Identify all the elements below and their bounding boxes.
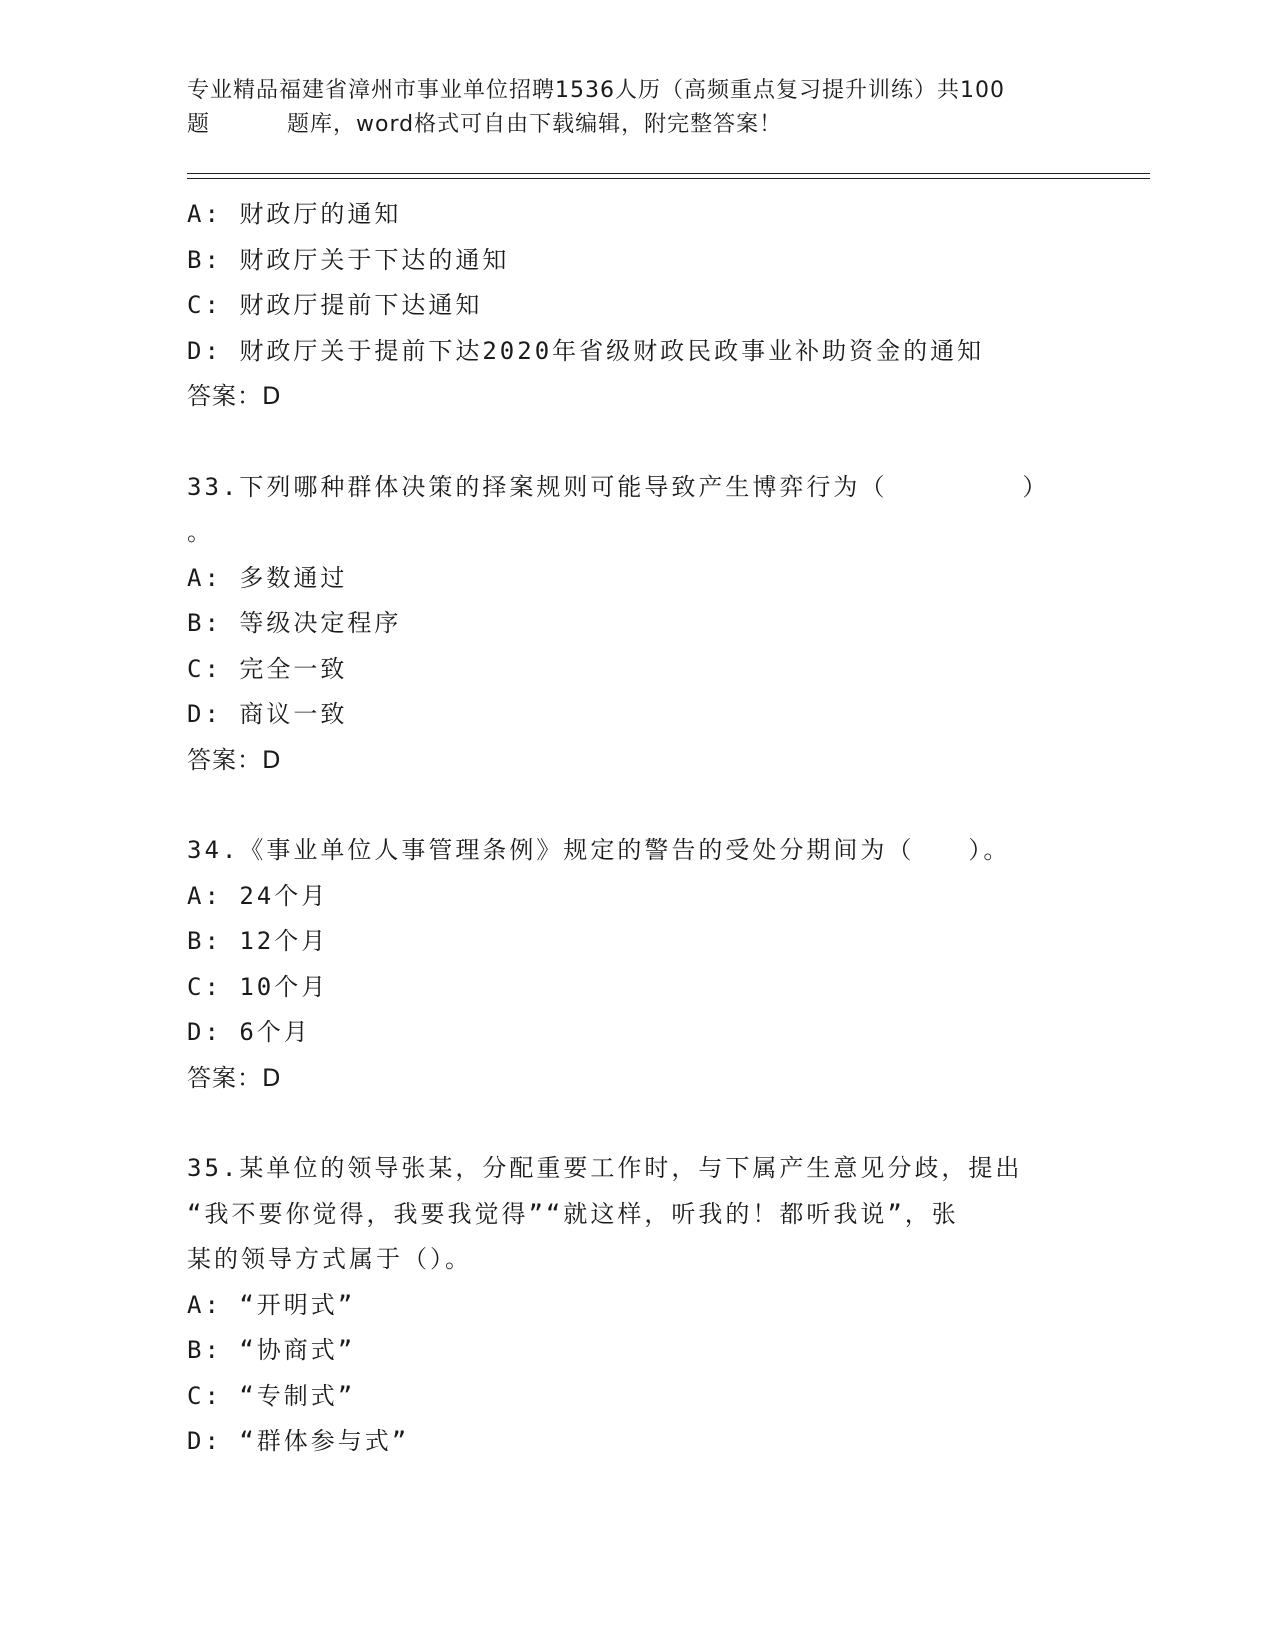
question-33	[187, 465, 1087, 784]
option-a: A: 财政厅的通知	[187, 200, 402, 228]
document-header	[187, 74, 1187, 142]
question-stem: 33.下列哪种群体决策的择案规则可能导致产生博弈行为（ ）	[187, 472, 1050, 501]
question-stem: 35.某单位的领导张某，分配重要工作时，与下属产生意见分歧，提出	[187, 1154, 1023, 1182]
option-b: B: 等级决定程序	[187, 609, 402, 637]
header-line-2	[187, 108, 1187, 142]
question-content	[187, 192, 1087, 1465]
question-stem: 34.《事业单位人事管理条例》规定的警告的受处分期间为（ ）。	[187, 836, 1011, 864]
option-a: A: “开明式”	[187, 1290, 356, 1319]
option-c: C: 完全一致	[187, 654, 348, 683]
option-b: B: 12个月	[187, 927, 329, 955]
header-line-2-start: 题	[187, 112, 211, 137]
header-line-2-rest: 题库，word格式可自由下载编辑，附完整答案！	[287, 112, 783, 137]
option-d: D: “群体参与式”	[187, 1427, 410, 1455]
question-35	[187, 1146, 1087, 1465]
option-c: C: “专制式”	[187, 1381, 356, 1410]
option-d: D: 6个月	[187, 1018, 311, 1046]
option-a: A: 24个月	[187, 881, 329, 910]
header-line-1: 专业精品福建省漳州市事业单位招聘1536人历（高频重点复习提升训练）共100	[187, 78, 1005, 103]
option-c: C: 财政厅提前下达通知	[187, 291, 483, 319]
option-c: C: 10个月	[187, 972, 329, 1001]
option-b: B: “协商式”	[187, 1336, 356, 1364]
question-stem-line-2: “我不要你觉得，我要我觉得”“就这样，听我的！都听我说”，张	[187, 1199, 959, 1228]
answer: 答案：D	[187, 382, 282, 410]
question-stem-end: 。	[187, 518, 214, 546]
header-rule-top	[187, 173, 1150, 174]
question-32	[187, 192, 1087, 420]
answer: 答案：D	[187, 1063, 282, 1092]
question-stem-line-3: 某的领导方式属于（）。	[187, 1245, 472, 1273]
question-34	[187, 828, 1087, 1101]
option-a: A: 多数通过	[187, 563, 348, 592]
option-d: D: 商议一致	[187, 700, 348, 728]
option-d: D: 财政厅关于提前下达2020年省级财政民政事业补助资金的通知	[187, 336, 985, 365]
option-b: B: 财政厅关于下达的通知	[187, 245, 510, 274]
answer: 答案：D	[187, 745, 282, 774]
header-rule-bottom	[187, 178, 1150, 179]
